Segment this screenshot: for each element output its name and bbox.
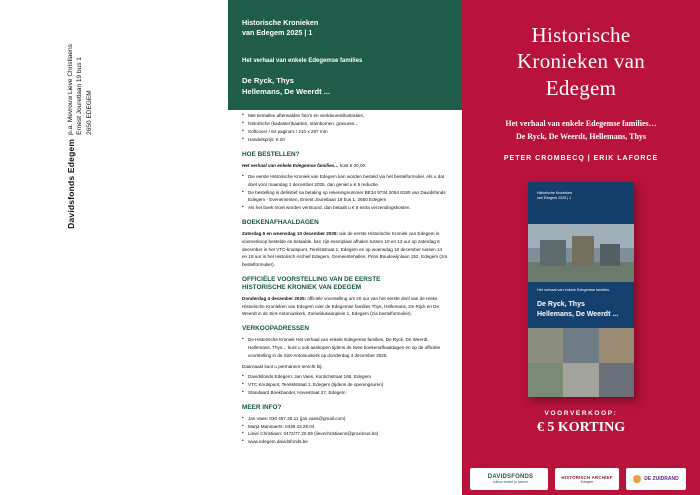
how-to-order-items — [242, 173, 448, 212]
green-header — [228, 0, 462, 110]
official-rest: officiële voorstelling om 20 uur van het eerste deel van de reeks Historische Kronieken van Edegem over de Edegemse families Thys, Hellemans, De Rijck en De Weerdt in de Sint-Antoniuskerk, Zomeldusaanplein 1, Edegem (z/a bestelformulier). — [242, 295, 440, 317]
address-lines — [66, 44, 94, 135]
spec-item: • Softcover / 64 pagina's / 210 x 297 mm — [242, 128, 448, 136]
how-to-order-intro — [242, 162, 448, 170]
cover-title — [462, 22, 700, 101]
book-series-line1: Historische Kronieken — [537, 191, 572, 195]
address-line-2: Ernest Jouretlaan 19 bus 1 — [76, 57, 84, 135]
promo-label: VOORVERKOOP: — [544, 410, 618, 417]
zuidrand-logo-name: DE ZUIDRAND — [644, 476, 679, 482]
cover-subtitle-line1: Het verhaal van enkele Edegemse families… — [505, 119, 657, 128]
book-subtitle: Het verhaal van enkele Edegemse families — [537, 288, 609, 292]
more-info-item: • Jan Vaes: 030 457.20.11 (jan.vaes@gmail.com) — [242, 415, 448, 423]
historisch-archief-logo-sub: Edegem — [580, 479, 594, 484]
promo-amount: € 5 KORTING — [536, 420, 626, 435]
sale-points-permanent-intro: Daarnaast kunt u permanent terecht bij: — [242, 363, 323, 369]
book-top-band — [528, 182, 634, 224]
book-cover-photo — [528, 224, 634, 282]
how-to-order-item: • Die eerste Historische Kroniek van Edegem kan worden besteld via het bestelformulier. Als u dat doet voor maandag 1 december 2025, dan geniet u € 5 reductie. — [242, 173, 448, 189]
spec-item: • Handelsprijs: € 20 — [242, 136, 448, 144]
spec-item: • historische (kadaster)kaarten, stambomen, gravures... — [242, 120, 448, 128]
how-to-order-intro-rest: kost € 20,00. — [338, 163, 367, 169]
promo-badge — [462, 410, 700, 436]
book-thumb — [599, 363, 634, 398]
info-column — [228, 0, 462, 495]
info-body — [228, 112, 462, 449]
cover-authors: PETER CROMBECQ | ERIK LAFORCE — [503, 155, 659, 162]
sale-points-item: • De Historische Kroniek Het verhaal van enkele Edegemse families, De Ryck, De Weerdt, Hellemans, Thys… kunt u ook aankopen tijdens de twee boekenafhaaldagen en op de officiële voorstelling in de Sint-Antoniuskerk op donderdag 4 december 2025. — [242, 336, 448, 359]
davidsfonds-logo — [470, 468, 548, 490]
logo-row — [470, 466, 690, 492]
header-families-line1: De Ryck, Thys — [242, 76, 294, 85]
book-thumb — [528, 363, 563, 398]
book-series-line — [537, 191, 572, 202]
cover-panel — [462, 0, 700, 495]
header-families-line2: Hellemans, De Weerdt ... — [242, 86, 331, 96]
series-title — [242, 18, 318, 37]
sale-points-permanent — [242, 373, 448, 396]
header-families — [242, 76, 330, 97]
more-info-items — [242, 415, 448, 446]
book-thumb — [599, 328, 634, 363]
address-panel — [0, 0, 228, 495]
photo-house-1 — [540, 240, 566, 266]
address-line-3: 2650 EDEGEM — [85, 90, 93, 135]
series-title-line1: Historische Kronieken — [242, 18, 319, 27]
cover-subtitle — [462, 118, 700, 144]
permanent-item: • Davidsfonds Edegem: Jan Vaes, Kontichstraat 165, Edegem — [242, 373, 448, 381]
sale-points-items — [242, 336, 448, 359]
how-to-order-item: • Als het boek moet worden verstuurd, dan betaalt u € 5 extra verzendingskosten. — [242, 204, 448, 212]
how-to-order-item: • De bestelling is definitief na betaling op rekeningnummer BE34 9734 2054 8180 van Davidsfonds Edegem - Evenementen, Ernest Jouretlaan 19 bus 1, 2650 Edegem — [242, 189, 448, 205]
book-families-line2: Hellemans, De Weerdt ... — [537, 311, 619, 319]
section-title-how-to-order: HOE BESTELLEN? — [242, 151, 300, 159]
address-line-1: p.a. Mevrouw Lieve Christiaens — [66, 44, 74, 135]
photo-house-3 — [600, 244, 620, 266]
book-photo-grid — [528, 328, 634, 397]
davidsfonds-logo-name: DAVIDSFONDS — [487, 474, 534, 480]
permanent-item: • VTC Knutspunt, Terelststraat 1, Edegem (tijdens de openingsuren) — [242, 381, 448, 389]
photo-house-2 — [572, 236, 594, 266]
official-text — [242, 295, 448, 318]
specs-list — [242, 112, 448, 144]
more-info-item: • www.edegem.davidsfonds.be — [242, 438, 448, 446]
cover-title-line1: Historische — [531, 23, 631, 47]
davidsfonds-logo-tagline: cultuur beleef je samen — [492, 480, 529, 484]
section-title-sale-points: VERKOOPADRESSEN — [242, 325, 309, 333]
cover-title-line3: Edegem — [545, 75, 617, 100]
official-bold: Donderdag 4 december 2025: — [242, 295, 307, 301]
book-days-rest: wie de eerste Historische Kroniek van Edegem in voorverkoop bestelde en betaalde, kan zijn exemplaar afhalen tussen 10 en 13 uur op zaterdag 6 december in het VTC-knutspunt, Terelststraat 1, Edegem en op woensdag 10 december tussen 14 en 18 uur in het Historisch Archief Edegem, Gemeentehallen, Prins Boudewijnlaan 152, Edegem (z/a bestelformulier). — [242, 230, 448, 268]
permanent-item: • Standaard Boekhandel, Hovestraat 27, Edegem — [242, 389, 448, 397]
book-families-line1: De Ryck, Thys — [537, 301, 585, 308]
more-info-item: • Lieve Christiaen: 0472/77.20.55 (lievechristiaens@proximus.be) — [242, 430, 448, 438]
book-days-text — [242, 230, 448, 269]
section-title-more-info: MEER INFO? — [242, 403, 282, 411]
book-days-bold: Zaterdag 6 en woensdag 10 december 2025: — [242, 230, 338, 236]
cover-subtitle-line2: De Ryck, De Weerdt, Hellemans, Thys — [515, 131, 647, 141]
address-org: Davidsfonds Edegem — [65, 138, 76, 229]
book-thumb — [563, 328, 598, 363]
more-info-item: • Marja Mannaerts: 0439.43.28.04 — [242, 423, 448, 431]
historisch-archief-logo-name: HISTORISCH ARCHIEF — [561, 474, 613, 480]
official-title-line2: HISTORISCHE KRONIEK VAN EDEGEM — [242, 283, 362, 291]
header-subtitle: Het verhaal van enkele Edegemse families — [242, 58, 363, 64]
zuidrand-dot-icon — [633, 475, 641, 483]
how-to-order-intro-bold: Het verhaal van enkele Edegemse families… — [242, 163, 339, 169]
book-thumb — [563, 363, 598, 398]
section-title-official — [242, 276, 448, 292]
book-thumb — [528, 328, 563, 363]
series-title-line2: van Edegem 2025 | 1 — [242, 27, 313, 37]
book-families — [537, 300, 618, 320]
spec-item: • Met tientallen afterwaldse foto's en vierkleurenillustraties, — [242, 112, 448, 120]
section-title-book-days: BOEKENAFHAALDAGEN — [242, 218, 319, 226]
official-title-line1: OFFICIËLE VOORSTELLING VAN DE EERSTE — [242, 275, 381, 283]
address-block-rotated — [66, 44, 94, 324]
zuidrand-logo — [626, 468, 686, 490]
historisch-archief-logo — [555, 468, 619, 490]
book-mockup — [528, 182, 634, 397]
cover-title-line2: Kronieken van — [516, 49, 646, 74]
book-series-line2: van Edegem 2025 | 1 — [537, 196, 572, 201]
